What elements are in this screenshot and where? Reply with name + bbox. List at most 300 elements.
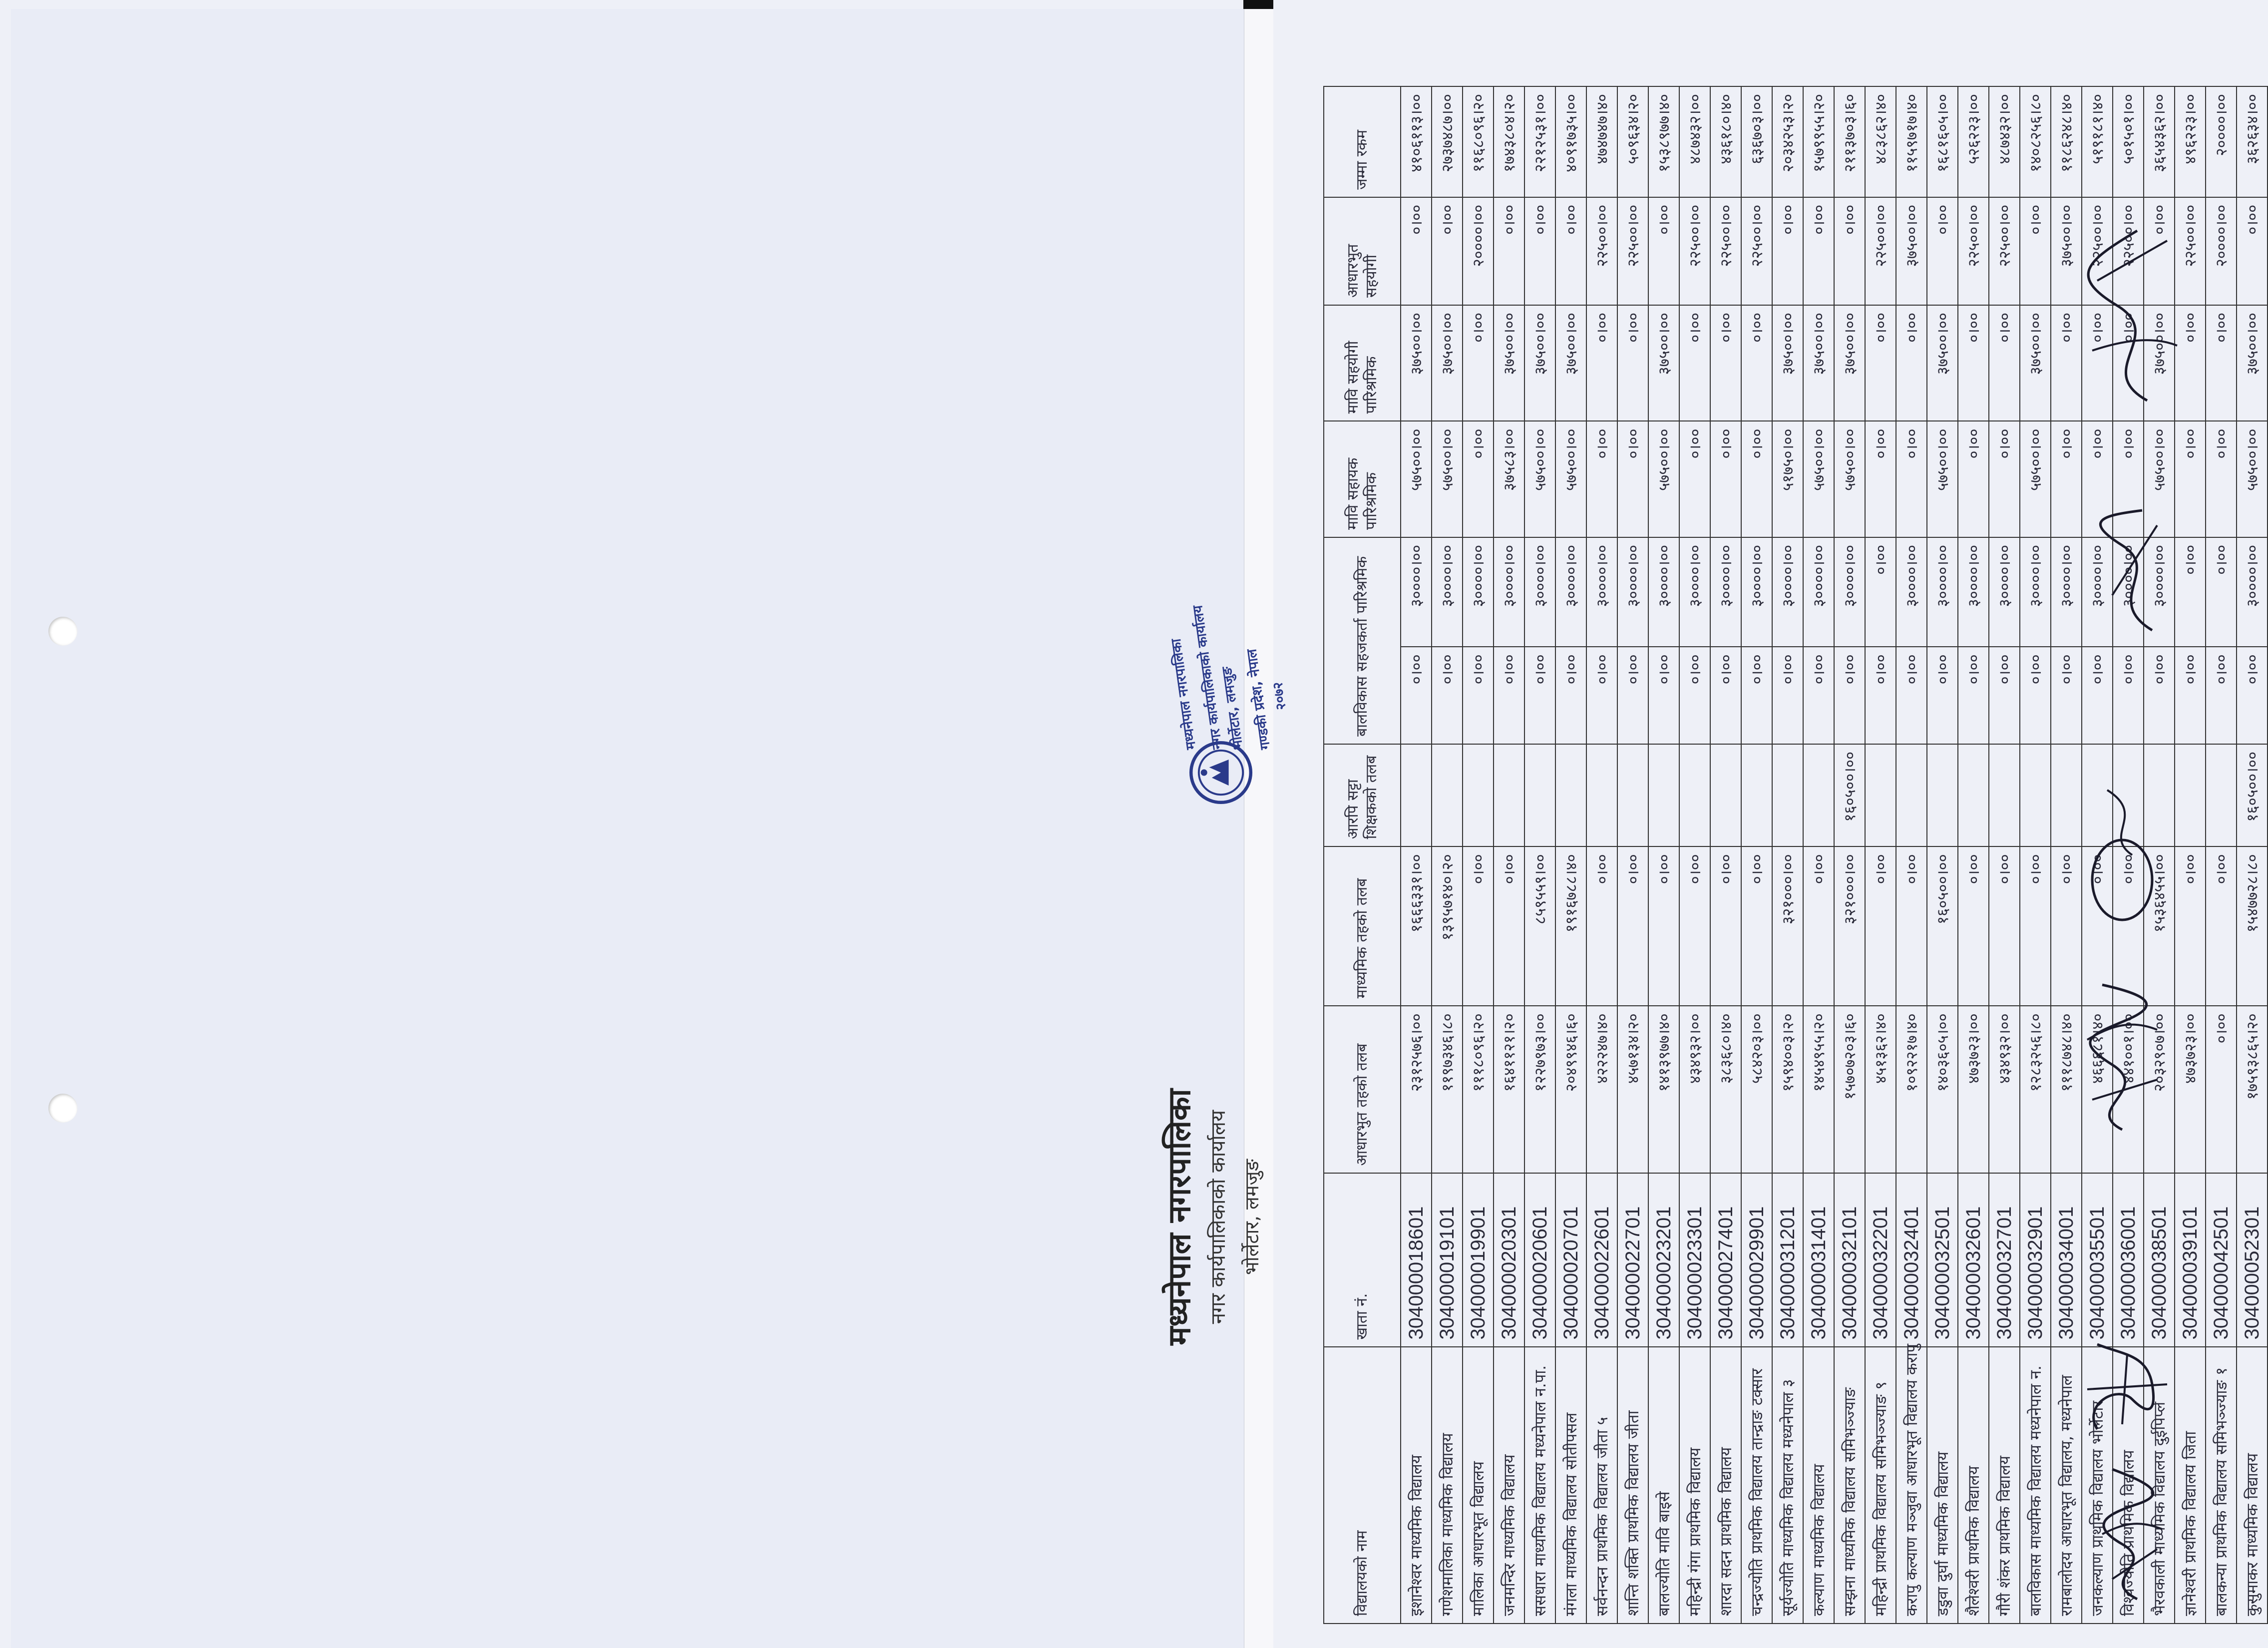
cell-rp-substitute-salary	[1772, 744, 1803, 846]
cell-secondary-salary: ०।००	[2113, 846, 2144, 1006]
cell-helper: ०।००	[2082, 421, 2113, 537]
cell-account-no: 304000032701	[1989, 1173, 2020, 1347]
cell-grand-total: ११८६२४८।४०	[2051, 86, 2082, 197]
signature-4	[2072, 780, 2167, 930]
cell-basic-salary: १५९४००३।२०	[1772, 1006, 1803, 1173]
cell-secondary-salary: ०।००	[1679, 846, 1710, 1006]
scan-corner	[1243, 0, 1273, 9]
cell-grand-total: २११३७०३।६०	[1834, 86, 1865, 197]
cell-account-no: 304000032601	[1958, 1173, 1989, 1347]
cell-ecd-facilitator: ०।००	[1927, 647, 1958, 744]
cell-basic-salary: १७५९३८६५।२०	[2237, 1006, 2268, 1173]
cell-account-no: 304000032501	[1927, 1173, 1958, 1347]
cell-helper: ०।००	[1989, 421, 2020, 537]
cell-rp-substitute-salary	[1494, 744, 1524, 846]
col-header-basic-helper: आधारभुत सहयोगी	[1324, 197, 1401, 305]
cell-grand-total: १६८१६०५।००	[1927, 86, 1958, 197]
cell-account-no: 304000022601	[1586, 1173, 1617, 1347]
cell-basic-helper: ३७५००।००	[1524, 305, 1555, 421]
cell-account-no: 304000023301	[1679, 1173, 1710, 1347]
cell-total: ०।००	[2237, 197, 2268, 305]
cell-account-no: 304000019101	[1432, 1173, 1463, 1347]
cell-basic-helper: ०।००	[1710, 305, 1741, 421]
cell-account-no: 304000039101	[2175, 1173, 2206, 1347]
cell-helper: ५७५००।००	[2020, 421, 2051, 537]
cell-rp-substitute-salary	[1524, 744, 1555, 846]
cell-helper: ०।००	[1586, 421, 1617, 537]
cell-assistant: ३००००।००	[1401, 537, 1432, 647]
cell-secondary-salary: ०।००	[1865, 846, 1896, 1006]
cell-total: २२५००।००	[1741, 197, 1772, 305]
cell-account-no: 304000035501	[2082, 1173, 2113, 1347]
cell-school-name: सर्वनन्दन प्राथमिक विद्यालय जीता ५	[1586, 1347, 1617, 1624]
cell-total: २२५००।००	[1989, 197, 2020, 305]
cell-basic-helper: ०।००	[1741, 305, 1772, 421]
cell-assistant: ३००००।००	[1896, 537, 1927, 647]
cell-account-no: 304000031201	[1772, 1173, 1803, 1347]
cell-ecd-facilitator: ०।००	[1896, 647, 1927, 744]
cell-school-name: बालज्योति मावि बाइसे	[1648, 1347, 1679, 1624]
cell-grand-total: ११६८०९६।२०	[1463, 86, 1494, 197]
signature-5	[2082, 500, 2177, 640]
cell-ecd-facilitator: ०।००	[2175, 647, 2206, 744]
cell-school-name: ज्ञानेश्वरी प्राथमिक विद्यालय जिता	[2175, 1347, 2206, 1624]
cell-account-no: 304000032901	[2020, 1173, 2051, 1347]
cell-school-name: विश्वज्योति प्राथमिक विद्यालय	[2113, 1347, 2144, 1624]
cell-ecd-facilitator: ०।००	[1803, 647, 1834, 744]
cell-grand-total: १४०८२५६।८०	[2020, 86, 2051, 197]
cell-account-no: 304000032201	[1865, 1173, 1896, 1347]
paper-sheet	[11, 9, 1244, 1648]
cell-assistant: ३००००।००	[1463, 537, 1494, 647]
cell-rp-substitute-salary	[1617, 744, 1648, 846]
cell-account-no: 304000023201	[1648, 1173, 1679, 1347]
table-row	[1772, 86, 1803, 1624]
cell-secondary-salary: ३२१०००।००	[1772, 846, 1803, 1006]
cell-grand-total: १५३८९७७।४०	[1648, 86, 1679, 197]
cell-account-no: 304000020701	[1555, 1173, 1586, 1347]
cell-grand-total: ५०९६३४।२०	[1617, 86, 1648, 197]
cell-assistant: ३००००।००	[1958, 537, 1989, 647]
cell-basic-helper: ०।००	[2082, 305, 2113, 421]
cell-total: ०।००	[1648, 197, 1679, 305]
cell-helper: ५७५००।००	[1648, 421, 1679, 537]
cell-basic-salary: १११८७४८।४०	[2051, 1006, 2082, 1173]
cell-total: ०।००	[1927, 197, 1958, 305]
table-row	[1803, 86, 1834, 1624]
cell-rp-substitute-salary	[1432, 744, 1463, 846]
cell-basic-helper: ०।००	[2206, 305, 2237, 421]
cell-rp-substitute-salary: १६०५००।००	[2237, 744, 2268, 846]
cell-helper: ०।००	[1617, 421, 1648, 537]
cell-school-name: शान्ति शक्ति प्राथमिक विद्यालय जीता	[1617, 1347, 1648, 1624]
cell-rp-substitute-salary	[1555, 744, 1586, 846]
cell-secondary-salary: ०।००	[1494, 846, 1524, 1006]
cell-rp-substitute-salary	[1586, 744, 1617, 846]
cell-assistant: ३००००।००	[1679, 537, 1710, 647]
col-header-basic-salary: आधारभुत तहको तलब	[1324, 1006, 1401, 1173]
stamp-line-4: गण्डकी प्रदेश, नेपाल	[1244, 648, 1273, 751]
cell-school-name: गणेशमालिका माध्यमिक विद्यालय	[1432, 1347, 1463, 1624]
cell-helper: ५१७५०।००	[1772, 421, 1803, 537]
cell-helper: ०।००	[2206, 421, 2237, 537]
cell-helper: ५७५००।००	[1555, 421, 1586, 537]
table-row	[1958, 86, 1989, 1624]
cell-secondary-salary: १३९५७१४०।२०	[1432, 846, 1463, 1006]
office-name: नगर कार्यपालिकाको कार्यालय	[1207, 1110, 1230, 1324]
cell-total: ०।००	[1401, 197, 1432, 305]
col-header-assistant: मावि सहायक पारिश्रमिक	[1324, 421, 1401, 537]
cell-helper: ०।००	[1710, 421, 1741, 537]
cell-grand-total: ३६५४३६२।००	[2144, 86, 2175, 197]
cell-account-no: 304000020601	[1524, 1173, 1555, 1347]
cell-secondary-salary: ०।००	[1989, 846, 2020, 1006]
cell-ecd-facilitator: ०।००	[2082, 647, 2113, 744]
cell-school-name: कल्याण माध्यमिक विद्यालय	[1803, 1347, 1834, 1624]
cell-ecd-facilitator: ०।००	[1494, 647, 1524, 744]
cell-rp-substitute-salary	[1679, 744, 1710, 846]
cell-basic-helper: ०।००	[1989, 305, 2020, 421]
cell-basic-salary: ४७३७२३।००	[2175, 1006, 2206, 1173]
cell-total: ०।००	[1772, 197, 1803, 305]
table-header-row	[1324, 86, 1401, 1624]
cell-assistant: ०।००	[1865, 537, 1896, 647]
col-header-school-name: विद्यालयको नाम	[1324, 1347, 1401, 1624]
cell-school-name: ससधारा माध्यमिक विद्यालय मध्यनेपाल न.पा.	[1524, 1347, 1555, 1624]
cell-total: २२५००।००	[1865, 197, 1896, 305]
cell-basic-helper: ०।००	[2175, 305, 2206, 421]
cell-basic-helper: ०।००	[1463, 305, 1494, 421]
cell-helper: ०।००	[2051, 421, 2082, 537]
cell-basic-helper: ०।००	[1617, 305, 1648, 421]
cell-grand-total: ४७४७४७।४०	[1586, 86, 1617, 197]
col-header-account-no: खाता नं.	[1324, 1173, 1401, 1347]
table-row	[1927, 86, 1958, 1624]
cell-secondary-salary: ०।००	[1463, 846, 1494, 1006]
cell-grand-total: ४८७४३२।००	[1679, 86, 1710, 197]
table-row	[1710, 86, 1741, 1624]
cell-ecd-facilitator: ०।००	[2113, 647, 2144, 744]
cell-total: ०।००	[2020, 197, 2051, 305]
col-header-rp-substitute-salary: आरपि सट्टा शिक्षकको तलब	[1324, 744, 1401, 846]
cell-ecd-facilitator: ०।००	[1401, 647, 1432, 744]
table-row	[1834, 86, 1865, 1624]
stamp-line-5: २०७२	[1270, 681, 1289, 711]
col-header-ecd-facilitator: बालविकास सहजकर्ता पारिश्रमिक	[1324, 537, 1401, 744]
cell-assistant: ३००००।००	[1803, 537, 1834, 647]
cell-basic-helper: ०।००	[1865, 305, 1896, 421]
punch-hole-bottom	[48, 1094, 77, 1123]
cell-basic-helper: ३७५००।००	[1401, 305, 1432, 421]
cell-total: ०।००	[1803, 197, 1834, 305]
cell-ecd-facilitator: ०।००	[1710, 647, 1741, 744]
cell-basic-salary: ५८४२०३।००	[1741, 1006, 1772, 1173]
cell-helper: ५७५००।००	[1401, 421, 1432, 537]
cell-ecd-facilitator: ०।००	[2144, 647, 2175, 744]
cell-ecd-facilitator: ०।००	[2020, 647, 2051, 744]
cell-grand-total: ५१९१८१।४०	[2082, 86, 2113, 197]
cell-secondary-salary: ०।००	[1803, 846, 1834, 1006]
cell-assistant: ३००००।००	[1710, 537, 1741, 647]
cell-helper: ०।००	[1865, 421, 1896, 537]
cell-grand-total: १७४३८०४।२०	[1494, 86, 1524, 197]
cell-school-name: सूर्यज्योति माध्यमिक विद्यालय मध्यनेपाल ३	[1772, 1347, 1803, 1624]
cell-secondary-salary: ०।००	[2051, 846, 2082, 1006]
cell-secondary-salary: ०।००	[2175, 846, 2206, 1006]
cell-secondary-salary: ०।००	[1958, 846, 1989, 1006]
cell-school-name: महिन्द्री प्राथमिक विद्यालय समिभञ्ज्याङ ९	[1865, 1347, 1896, 1624]
cell-basic-salary: ३८३६८०।४०	[1710, 1006, 1741, 1173]
col-header-total: जम्मा रकम	[1324, 86, 1401, 197]
cell-helper: ०।००	[2175, 421, 2206, 537]
cell-school-name: मालिका आधारभूत विद्यालय	[1463, 1347, 1494, 1624]
cell-basic-salary: १४०३६०५।००	[1927, 1006, 1958, 1173]
cell-total: ०।००	[2144, 197, 2175, 305]
cell-ecd-facilitator: ०।००	[1958, 647, 1989, 744]
stamp-line-3: भोर्लेटार, लमजुङ	[1219, 666, 1246, 751]
cell-total: २२५००।००	[1958, 197, 1989, 305]
cell-school-name: करापु कल्याण मञ्जुवा आधारभूत विद्यालय करापु	[1896, 1347, 1927, 1624]
cell-rp-substitute-salary	[2206, 744, 2237, 846]
cell-grand-total: ४३६१८०।४०	[1710, 86, 1741, 197]
cell-school-name: शारदा सदन प्राथमिक विद्यालय	[1710, 1347, 1741, 1624]
cell-basic-salary: १६४११२१।२०	[1494, 1006, 1524, 1173]
cell-secondary-salary: ०।००	[2020, 846, 2051, 1006]
cell-grand-total: ३६२६३४।००	[2237, 86, 2268, 197]
cell-school-name: भैरवकाली माध्यमिक विद्यालय दुईपिप्ले	[2144, 1347, 2175, 1624]
cell-grand-total: ११५९७१७।४०	[1896, 86, 1927, 197]
cell-account-no: 304000052301	[2237, 1173, 2268, 1347]
cell-secondary-salary: ०।००	[1710, 846, 1741, 1006]
table-row	[1432, 86, 1463, 1624]
cell-basic-salary: २३१२५७६।००	[1401, 1006, 1432, 1173]
cell-account-no: 304000034001	[2051, 1173, 2082, 1347]
table-row	[2020, 86, 2051, 1624]
cell-rp-substitute-salary	[2175, 744, 2206, 846]
cell-basic-salary: १४५४९५५।२०	[1803, 1006, 1834, 1173]
cell-basic-salary: ४२२२४७।४०	[1586, 1006, 1617, 1173]
cell-secondary-salary: ०।००	[1741, 846, 1772, 1006]
cell-grand-total: २७३७४८७।००	[1432, 86, 1463, 197]
cell-total: २२५००।००	[1710, 197, 1741, 305]
cell-total: ०।००	[1834, 197, 1865, 305]
cell-school-name: बालकन्या प्राथमिक विद्यालय समिभञ्ज्याङ १	[2206, 1347, 2237, 1624]
cell-account-no: 304000038501	[2144, 1173, 2175, 1347]
cell-ecd-facilitator: ०।००	[1432, 647, 1463, 744]
signature-1	[2077, 1459, 2177, 1609]
signature-3	[2072, 975, 2167, 1140]
cell-secondary-salary: ०।००	[1586, 846, 1617, 1006]
official-stamp	[1153, 604, 1333, 825]
cell-school-name: चन्द्रज्योति प्राथमिक विद्यालय तान्द्राङ टक्सार	[1741, 1347, 1772, 1624]
cell-basic-salary: ४३४९३२।००	[1989, 1006, 2020, 1173]
cell-rp-substitute-salary	[1896, 744, 1927, 846]
cell-school-name: गौरी शंकर प्राथमिक विद्यालय	[1989, 1347, 2020, 1624]
office-address: भोर्लेटार, लमजुङ	[1241, 1159, 1263, 1275]
cell-total: २२५००।००	[1617, 197, 1648, 305]
stamp-line-1: मध्यनेपाल नगरपालिका	[1168, 638, 1199, 751]
cell-ecd-facilitator: ०।००	[1989, 647, 2020, 744]
cell-helper: ५७५००।००	[1432, 421, 1463, 537]
cell-ecd-facilitator: ०।००	[1679, 647, 1710, 744]
col-header-helper: मावि सहयोगी पारिश्रमिक	[1324, 305, 1401, 421]
cell-secondary-salary: ८५९५५९।००	[1524, 846, 1555, 1006]
cell-assistant: ३००००।००	[1524, 537, 1555, 647]
cell-total: २२५००।००	[2082, 197, 2113, 305]
cell-grand-total: ४८३८६२।४०	[1865, 86, 1896, 197]
col-header-secondary-salary: माध्यमिक तहको तलब	[1324, 846, 1401, 1006]
table-row	[2206, 86, 2237, 1624]
table-row	[1896, 86, 1927, 1624]
cell-assistant: ३००००।००	[1989, 537, 2020, 647]
cell-assistant: ३००००।००	[1494, 537, 1524, 647]
cell-basic-helper: ३७५००।००	[1927, 305, 1958, 421]
cell-assistant: ३००००।००	[2144, 537, 2175, 647]
cell-assistant: ३००००।००	[2051, 537, 2082, 647]
rotated-page	[1134, 68, 2263, 1629]
cell-school-name: बालविकास माध्यमिक विद्यालय मध्यनेपाल न.	[2020, 1347, 2051, 1624]
cell-basic-helper: ३७५००।००	[2237, 305, 2268, 421]
cell-assistant: ३००००।००	[2113, 537, 2144, 647]
cell-basic-salary: २०३२९०७।००	[2144, 1006, 2175, 1173]
stamp-line-2: नगर कार्यपालिकाको कार्यालय	[1189, 604, 1226, 751]
cell-secondary-salary: ०।००	[1617, 846, 1648, 1006]
cell-school-name: सम्झना माध्यमिक विद्यालय समिभञ्ज्याङ	[1834, 1347, 1865, 1624]
cell-secondary-salary: १५३६४५५।००	[2144, 846, 2175, 1006]
cell-account-no: 304000027401	[1710, 1173, 1741, 1347]
cell-account-no: 304000032401	[1896, 1173, 1927, 1347]
cell-account-no: 304000019901	[1463, 1173, 1494, 1347]
cell-basic-salary: ४४१००१।००	[2113, 1006, 2144, 1173]
table-row	[1524, 86, 1555, 1624]
cell-rp-substitute-salary	[1648, 744, 1679, 846]
cell-total: २२५००।००	[2175, 197, 2206, 305]
cell-school-name: डडुवा दुर्घा माध्यमिक विद्यालय	[1927, 1347, 1958, 1624]
cell-basic-helper: ०।००	[1679, 305, 1710, 421]
cell-school-name: इशानेश्वर माध्यमिक विद्यालय	[1401, 1347, 1432, 1624]
cell-helper: ५७५००।००	[2237, 421, 2268, 537]
cell-basic-salary: ११९७३४६।८०	[1432, 1006, 1463, 1173]
cell-basic-salary: १२२७९७३।००	[1524, 1006, 1555, 1173]
cell-secondary-salary: १६०५००।००	[1927, 846, 1958, 1006]
cell-secondary-salary: ०।००	[2206, 846, 2237, 1006]
cell-basic-helper: ३७५००।००	[1834, 305, 1865, 421]
cell-grand-total: ६३६७०३।००	[1741, 86, 1772, 197]
cell-assistant: ३००००।००	[1586, 537, 1617, 647]
cell-ecd-facilitator: ०।००	[1834, 647, 1865, 744]
cell-basic-salary: ४३४९३२।००	[1679, 1006, 1710, 1173]
cell-assistant: ३००००।००	[1927, 537, 1958, 647]
cell-basic-salary: ०।००	[2206, 1006, 2237, 1173]
table-row	[1989, 86, 2020, 1624]
cell-grand-total: २००००।००	[2206, 86, 2237, 197]
table-row	[1401, 86, 1432, 1624]
cell-basic-helper: ३७५००।००	[1772, 305, 1803, 421]
cell-school-name: मंगला माध्यमिक विद्यालय सोतीपसल	[1555, 1347, 1586, 1624]
cell-assistant: ३००००।००	[1834, 537, 1865, 647]
cell-helper: ५७५००।००	[1803, 421, 1834, 537]
cell-school-name: महिन्द्री गंगा प्राथमिक विद्यालय	[1679, 1347, 1710, 1624]
cell-school-name: जनकल्याण प्राथमिक विद्यालय भोर्लेटार	[2082, 1347, 2113, 1624]
cell-total: २००००।००	[1463, 197, 1494, 305]
cell-helper: ०।००	[2113, 421, 2144, 537]
cell-basic-helper: ०।००	[1958, 305, 1989, 421]
cell-basic-salary: १०९२२१७।४०	[1896, 1006, 1927, 1173]
table-row	[1648, 86, 1679, 1624]
cell-ecd-facilitator: ०।००	[2206, 647, 2237, 744]
cell-basic-salary: ४५१३६२।४०	[1865, 1006, 1896, 1173]
table-row	[1679, 86, 1710, 1624]
cell-rp-substitute-salary	[1401, 744, 1432, 846]
cell-rp-substitute-salary: १६०५००।००	[1834, 744, 1865, 846]
table-row	[1586, 86, 1617, 1624]
cell-school-name: शैलेश्वरी प्राथमिक विद्यालय	[1958, 1347, 1989, 1624]
letterhead	[1134, 805, 1323, 1629]
cell-total: २२५००।००	[1679, 197, 1710, 305]
cell-total: २००००।००	[2206, 197, 2237, 305]
cell-basic-helper: ०।००	[2113, 305, 2144, 421]
cell-basic-helper: ०।००	[2051, 305, 2082, 421]
cell-account-no: 304000032101	[1834, 1173, 1865, 1347]
cell-assistant: ३००००।००	[1648, 537, 1679, 647]
cell-total: ३७५००।००	[1896, 197, 1927, 305]
cell-basic-helper: ०।००	[1586, 305, 1617, 421]
cell-ecd-facilitator: ०।००	[1648, 647, 1679, 744]
cell-grand-total: २२१२५३१।००	[1524, 86, 1555, 197]
cell-secondary-salary: १६६६३३१।००	[1401, 846, 1432, 1006]
cell-assistant: ०।००	[2206, 537, 2237, 647]
cell-grand-total: ५०१५०१।००	[2113, 86, 2144, 197]
cell-ecd-facilitator: ०।००	[1524, 647, 1555, 744]
cell-ecd-facilitator: ०।००	[1865, 647, 1896, 744]
cell-basic-salary: १४१३९७७।४०	[1648, 1006, 1679, 1173]
cell-total: ३७५००।००	[2051, 197, 2082, 305]
cell-basic-helper: ३७५००।००	[1432, 305, 1463, 421]
table-row	[1865, 86, 1896, 1624]
cell-school-name: कुसुमाकर माध्यमिक विद्यालय	[2237, 1347, 2268, 1624]
cell-account-no: 304000036001	[2113, 1173, 2144, 1347]
punch-hole-top	[48, 617, 77, 646]
cell-assistant: ३००००।००	[1741, 537, 1772, 647]
cell-grand-total: १५७९९५५।२०	[1803, 86, 1834, 197]
cell-basic-salary: १११८०९६।२०	[1463, 1006, 1494, 1173]
cell-secondary-salary: १५४७७२८।८०	[2237, 846, 2268, 1006]
cell-assistant: ३००००।००	[2082, 537, 2113, 647]
cell-account-no: 304000020301	[1494, 1173, 1524, 1347]
cell-account-no: 304000031401	[1803, 1173, 1834, 1347]
cell-helper: ३७५८३।००	[1494, 421, 1524, 537]
cell-grand-total: ४०९१७३५।००	[1555, 86, 1586, 197]
cell-ecd-facilitator: ०।००	[1741, 647, 1772, 744]
cell-helper: ०।००	[1958, 421, 1989, 537]
table-row	[1494, 86, 1524, 1624]
cell-helper: ०।००	[1741, 421, 1772, 537]
cell-grand-total: ४८७४३२।००	[1989, 86, 2020, 197]
cell-basic-helper: ३७५००।००	[1648, 305, 1679, 421]
cell-grand-total: ५२६२२३।००	[1958, 86, 1989, 197]
cell-ecd-facilitator: ०।००	[1586, 647, 1617, 744]
cell-grand-total: ४९६२२३।००	[2175, 86, 2206, 197]
cell-assistant: ३००००।००	[1617, 537, 1648, 647]
cell-rp-substitute-salary	[2020, 744, 2051, 846]
cell-school-name: जनमन्दिर माध्यमिक विद्यालय	[1494, 1347, 1524, 1624]
cell-secondary-salary: ३२१०००।००	[1834, 846, 1865, 1006]
cell-account-no: 304000018601	[1401, 1173, 1432, 1347]
cell-assistant: ३००००।००	[2020, 537, 2051, 647]
cell-grand-total: २०३४२५३।२०	[1772, 86, 1803, 197]
cell-total: ०।००	[1555, 197, 1586, 305]
cell-assistant: ०।००	[2175, 537, 2206, 647]
